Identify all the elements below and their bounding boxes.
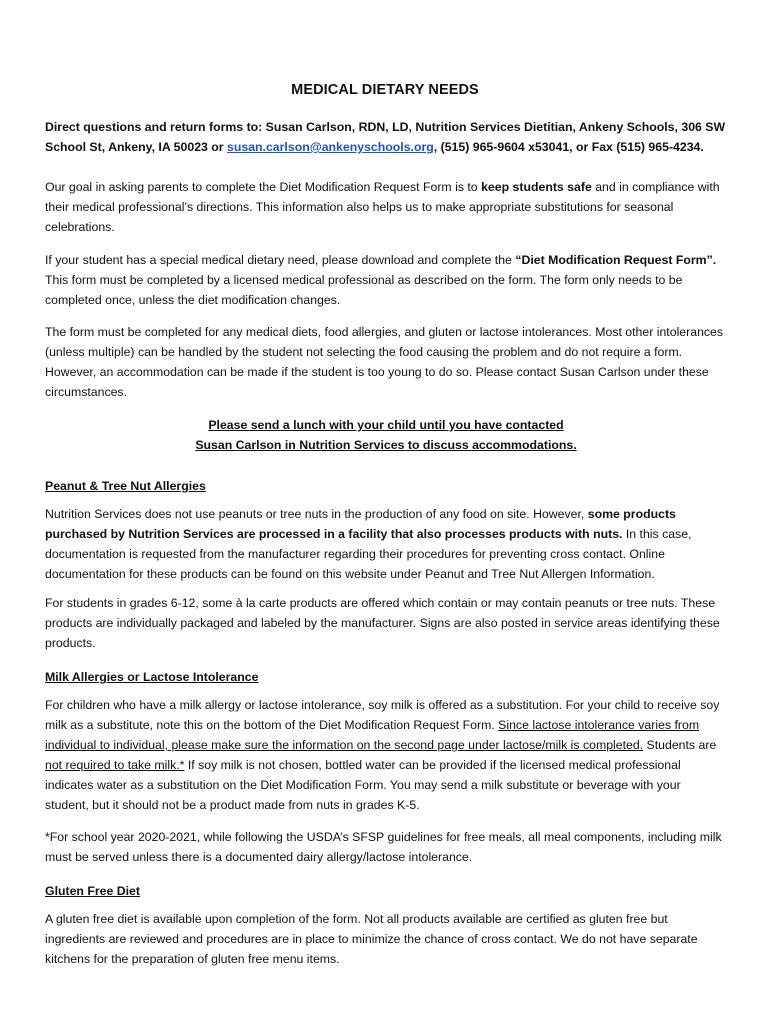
milk-text-2: Students are xyxy=(643,738,717,752)
peanut-paragraph-1 xyxy=(45,504,727,584)
milk-paragraph-2: *For school year 2020-2021, while following the USDA’s SFSP guidelines for free meals, all meal components, including milk must be served unless there is a documented dairy allergy/lactose intolerance. xyxy=(45,830,722,864)
goal-text-2: and in compliance with their medical professional’s directions. This information also helps us to make appropriate substitutions for seasonal celebrations. xyxy=(45,180,720,234)
peanut-heading: Peanut & Tree Nut Allergies xyxy=(45,479,206,493)
goal-text-1: Our goal in asking parents to complete the Diet Modification Request Form is to xyxy=(45,180,482,194)
milk-underlined-2: not required to take milk.* xyxy=(45,758,185,772)
contact-email-link[interactable]: susan.carlson@ankenyschools.org xyxy=(227,140,434,154)
gluten-paragraph: A gluten free diet is available upon completion of the form. Not all products available are certified as gluten free but ingredients are reviewed and procedures are in place to minimize the chance of cross contact. We do not have separate kitchens for the preparation of gluten free menu items. xyxy=(45,912,698,966)
contact-suffix: , (515) 965-9604 x53041, or Fax (515) 965-4234. xyxy=(433,140,704,154)
peanut-text-2: In this case, documentation is requested from the manufacturer regarding their procedures for preventing cross contact. Online documentation for these products can be found on this website under Peanut and Tree Nut Allergen Information. xyxy=(45,527,692,581)
contact-paragraph xyxy=(45,117,727,157)
notice-line-2: Susan Carlson in Nutrition Services to discuss accommodations. xyxy=(195,438,577,452)
milk-text-3: If soy milk is not chosen, bottled water can be provided if the licensed medical professional indicates water as a substitution on the Diet Modification Form. You may send a milk substitute or beverage with your student, but it should not be a product made from nuts in grades K-5. xyxy=(45,758,681,812)
peanut-paragraph-2: For students in grades 6-12, some à la carte products are offered which contain or may contain peanuts or tree nuts. These products are individually packaged and labeled by the manufacturer. Signs are also posted in service areas identifying these products. xyxy=(45,596,720,650)
special-need-text-2: This form must be completed by a licensed medical professional as described on the form. The form only needs to be completed once, unless the diet modification changes. xyxy=(45,273,683,307)
contact-prefix: Direct questions and return forms to: Susan Carlson, RDN, LD, Nutrition Services Dietitian, Ankeny Schools, 306 SW School St, Ankeny, IA 50023 or xyxy=(45,120,726,154)
form-required-paragraph: The form must be completed for any medical diets, food allergies, and gluten or lactose intolerances. Most other intolerances (unless multiple) can be handled by the student not selecting the food causing the problem and do not require a form. However, an accommodation can be made if the student is too young to do so. Please contact Susan Carlson under these circumstances. xyxy=(45,325,724,399)
gluten-heading: Gluten Free Diet xyxy=(45,884,140,898)
peanut-text-1: Nutrition Services does not use peanuts or tree nuts in the production of any food on site. However, xyxy=(45,507,588,521)
milk-heading: Milk Allergies or Lactose Intolerance xyxy=(45,670,259,684)
goal-bold: keep students safe xyxy=(481,180,592,194)
goal-paragraph xyxy=(45,177,727,237)
special-need-text-1: If your student has a special medical dietary need, please download and complete the xyxy=(45,253,516,267)
milk-text-1: For children who have a milk allergy or lactose intolerance, soy milk is offered as a substitution. For your child to receive soy milk as a substitute, note this on the bottom of the Diet Modification Request Form. xyxy=(45,698,720,732)
notice-line-1: Please send a lunch with your child until you have contacted xyxy=(208,418,564,432)
milk-underlined-1: Since lactose intolerance varies from individual to individual, please make sure the information on the second page under lactose/milk is completed. xyxy=(45,718,700,752)
special-need-paragraph xyxy=(45,250,727,310)
page-title: MEDICAL DIETARY NEEDS xyxy=(291,82,479,98)
special-need-bold: “Diet Modification Request Form”. xyxy=(515,253,717,267)
peanut-bold: some products purchased by Nutrition Services are processed in a facility that also processes products with nuts. xyxy=(45,507,676,541)
milk-paragraph-1 xyxy=(45,695,727,815)
